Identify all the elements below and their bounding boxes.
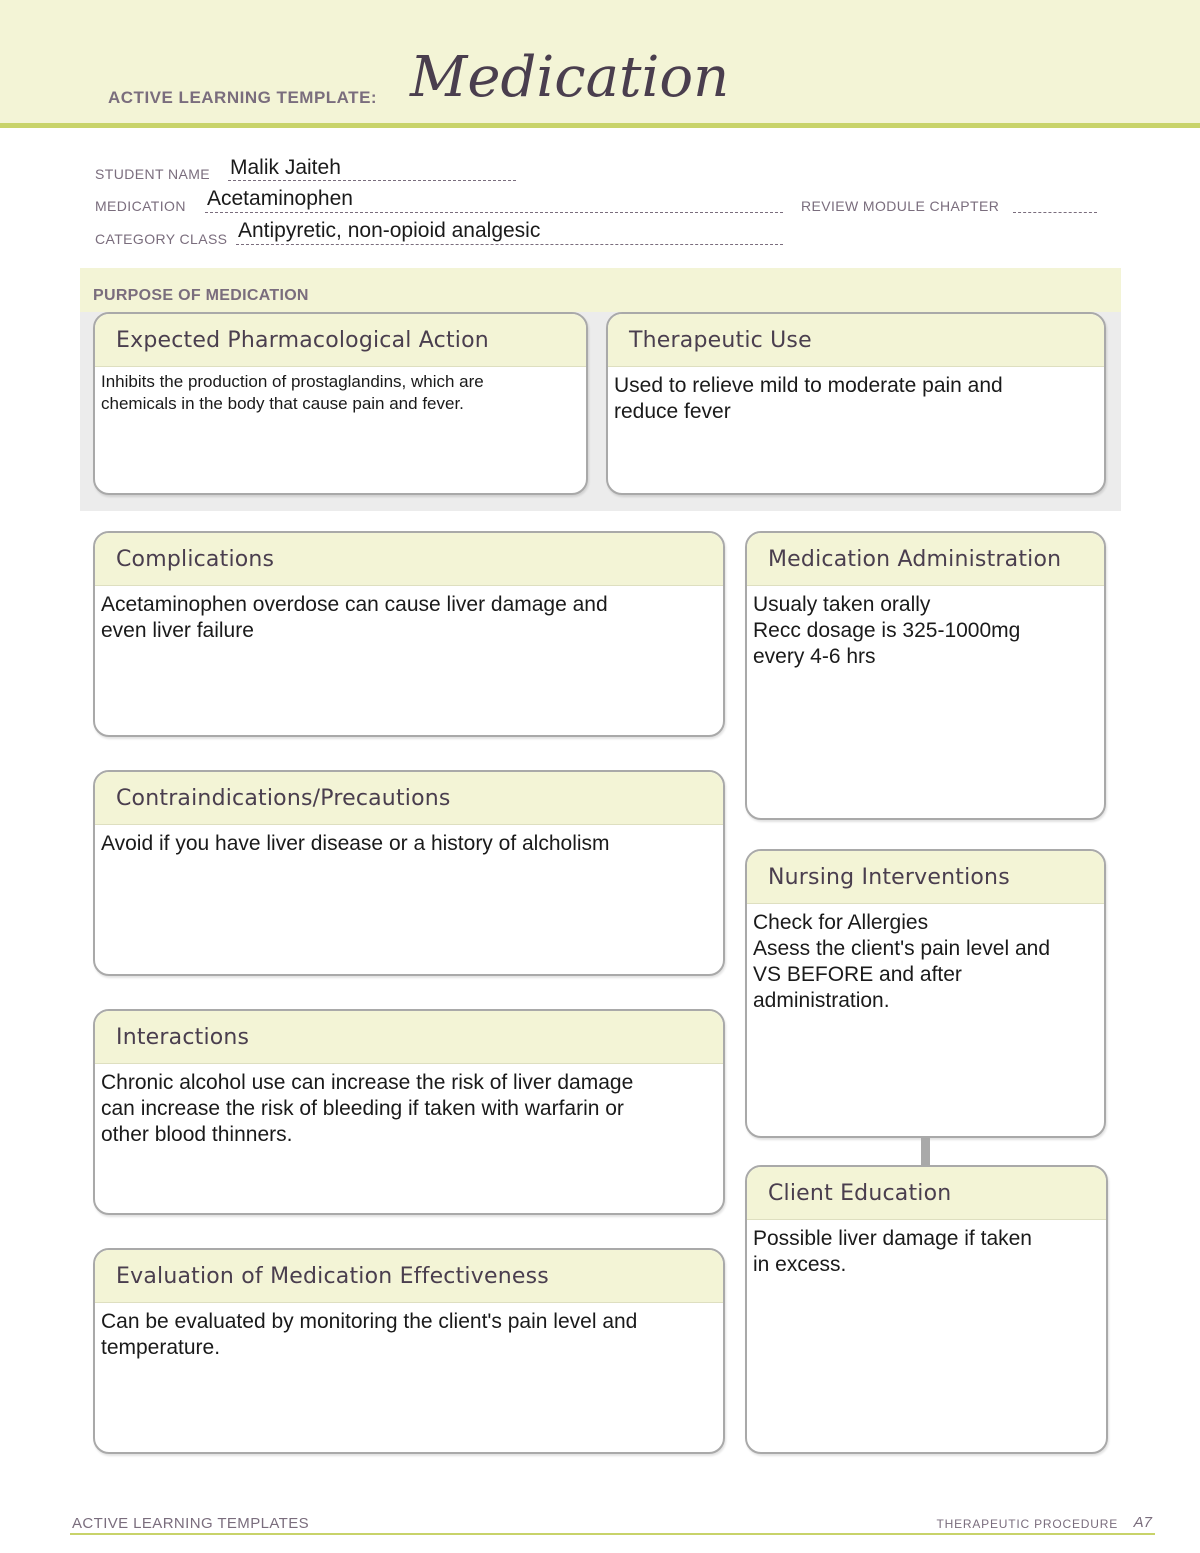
- therapeutic-use-card: [606, 312, 1106, 495]
- purpose-title: PURPOSE OF MEDICATION: [93, 287, 309, 304]
- evaluation-card: [93, 1248, 725, 1454]
- interactions-title: Interactions: [95, 1011, 723, 1064]
- page-number: A7: [1133, 1514, 1152, 1531]
- student-name-label: STUDENT NAME: [95, 166, 210, 182]
- nursing-interventions-body[interactable]: Check for Allergies Asess the client's pain level and VS BEFORE and after administration.: [753, 911, 1051, 1012]
- medication-administration-body[interactable]: Usualy taken orally Recc dosage is 325-1000mg every 4-6 hrs: [753, 593, 1021, 668]
- contraindications-card: [93, 770, 725, 976]
- therapeutic-use-title: Therapeutic Use: [608, 314, 1104, 367]
- expected-action-body[interactable]: Inhibits the production of prostaglandins, which are chemicals in the body that cause pain and fever.: [101, 372, 484, 413]
- card-connector: [921, 1136, 930, 1166]
- footer-rule: [70, 1533, 1155, 1535]
- interactions-card: [93, 1009, 725, 1215]
- client-education-card: [745, 1165, 1108, 1454]
- client-education-body[interactable]: Possible liver damage if taken in excess.: [753, 1227, 1032, 1276]
- student-name-rule: [228, 180, 516, 181]
- evaluation-body[interactable]: Can be evaluated by monitoring the client's pain level and temperature.: [101, 1310, 638, 1359]
- review-module-label: REVIEW MODULE CHAPTER: [801, 198, 1000, 214]
- contraindications-title: Contraindications/Precautions: [95, 772, 723, 825]
- nursing-interventions-card: [745, 849, 1106, 1138]
- category-class-label: CATEGORY CLASS: [95, 231, 228, 247]
- category-class-rule: [236, 244, 783, 245]
- medication-administration-card: [745, 531, 1106, 820]
- medication-rule: [205, 212, 783, 213]
- contraindications-body[interactable]: Avoid if you have liver disease or a history of alcholism: [101, 832, 610, 855]
- student-name-field[interactable]: Malik Jaiteh: [230, 156, 341, 179]
- footer-right: THERAPEUTIC PROCEDURE: [936, 1517, 1118, 1531]
- interactions-body[interactable]: Chronic alcohol use can increase the risk of liver damage can increase the risk of bleeding if taken with warfarin or other blood thinners.: [101, 1071, 634, 1146]
- footer-left: ACTIVE LEARNING TEMPLATES: [72, 1515, 309, 1532]
- client-education-title: Client Education: [747, 1167, 1106, 1220]
- template-label: ACTIVE LEARNING TEMPLATE:: [108, 88, 378, 107]
- evaluation-title: Evaluation of Medication Effectiveness: [95, 1250, 723, 1303]
- medication-field[interactable]: Acetaminophen: [207, 187, 353, 210]
- review-module-field[interactable]: [1013, 212, 1097, 213]
- medication-label: MEDICATION: [95, 198, 186, 214]
- complications-body[interactable]: Acetaminophen overdose can cause liver damage and even liver failure: [101, 593, 608, 642]
- expected-action-card: [93, 312, 588, 495]
- complications-card: [93, 531, 725, 737]
- category-class-field[interactable]: Antipyretic, non-opioid analgesic: [238, 219, 541, 242]
- therapeutic-use-body[interactable]: Used to relieve mild to moderate pain and reduce fever: [614, 374, 1003, 423]
- medication-administration-title: Medication Administration: [747, 533, 1104, 586]
- complications-title: Complications: [95, 533, 723, 586]
- expected-action-title: Expected Pharmacological Action: [95, 314, 586, 367]
- nursing-interventions-title: Nursing Interventions: [747, 851, 1104, 904]
- page-title: Medication: [410, 45, 730, 110]
